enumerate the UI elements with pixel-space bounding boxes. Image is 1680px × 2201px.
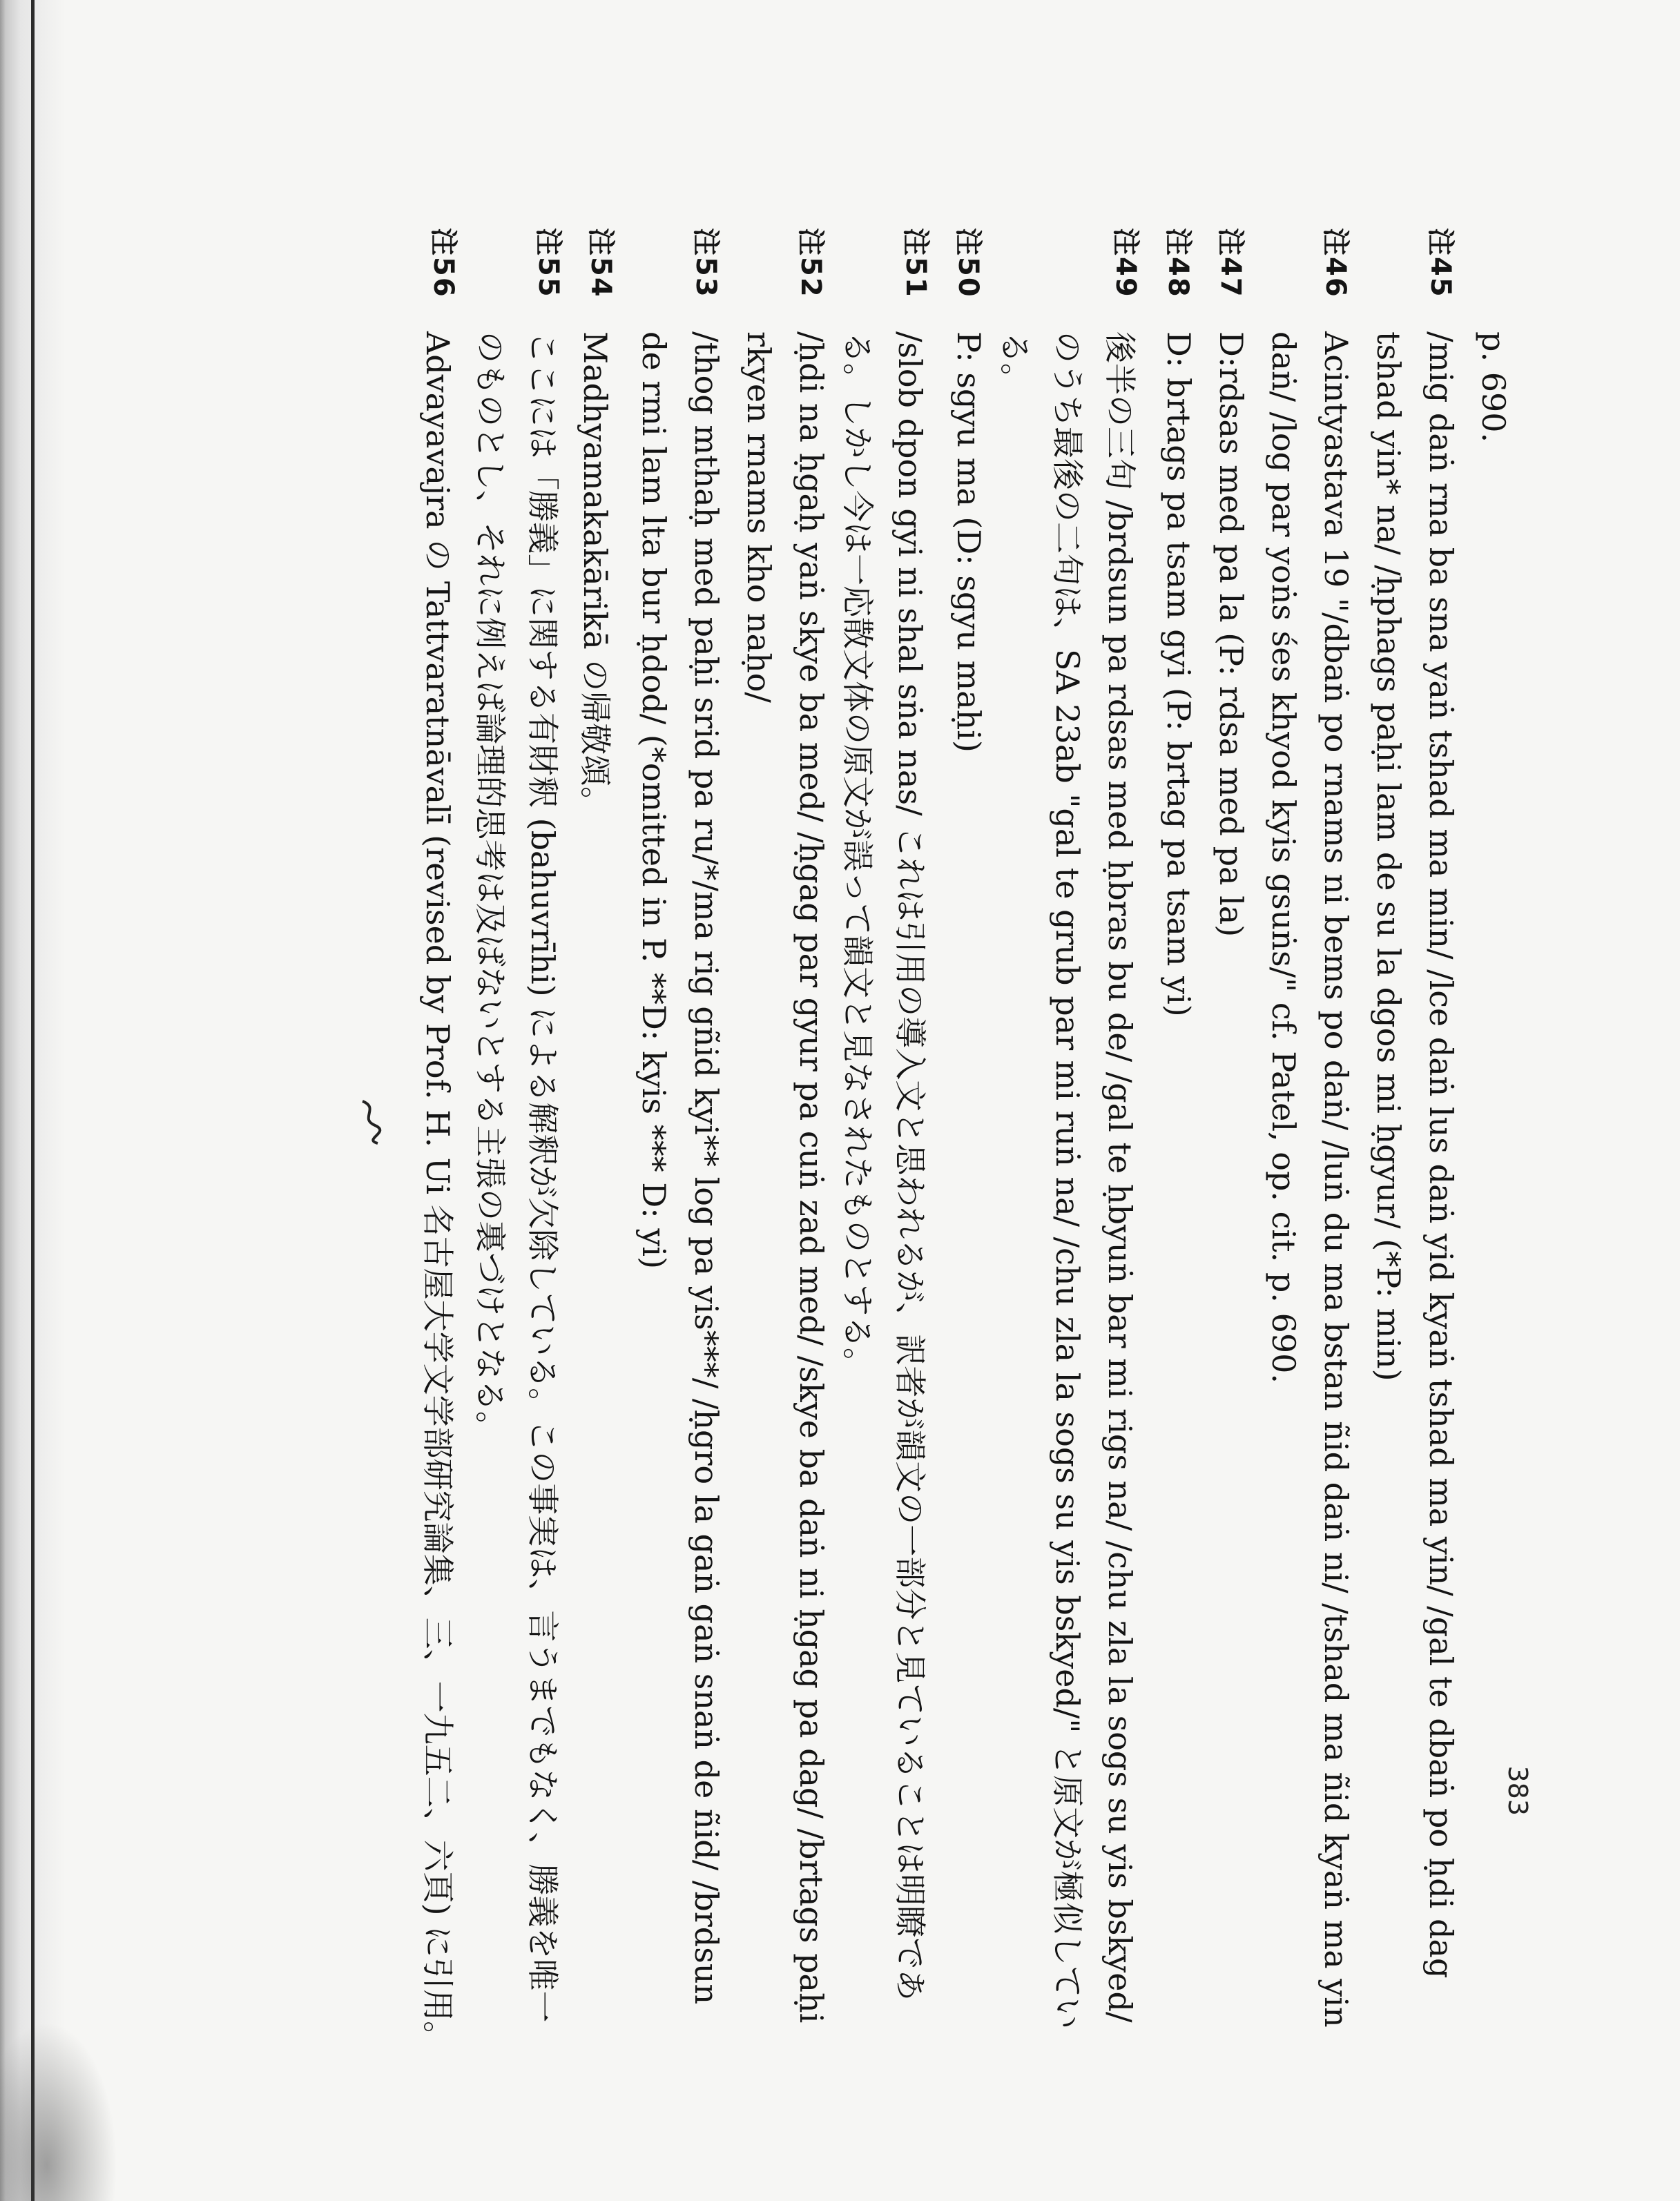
footnote-marker: 注48 xyxy=(1162,228,1194,298)
footnote-55 xyxy=(463,228,568,2023)
footnote-marker: 注49 xyxy=(1110,228,1141,298)
footnote-49 xyxy=(987,228,1145,2030)
footnote-line: P: sgyu ma (D: sgyu maḥi) xyxy=(950,331,987,753)
ink-scribble-mark xyxy=(356,1098,383,1146)
footnote-56 xyxy=(410,228,463,2053)
footnote-54 xyxy=(568,228,620,1816)
footnote-line: de rmi lam lta bur ḥdod/ (*omitted in P. **D: kyis *** D: yi) xyxy=(635,331,673,1270)
footnote-marker: 注56 xyxy=(427,228,459,298)
footnote-marker: 注50 xyxy=(952,228,984,298)
scan-speckle xyxy=(0,2021,117,2201)
footnote-marker: 注54 xyxy=(585,228,617,298)
footnote-50 xyxy=(935,228,987,1816)
footnote-line: daṅ/ /log par yoṅs śes khyod kyis gsuṅs/" cf. Patel, op. cit. p. 690. xyxy=(1265,331,1302,1384)
rotated-page xyxy=(166,228,1533,2053)
footnote-line: /ḥdi na ḥgaḥ yaṅ skye ba med/ /ḥgag par gyur pa cuṅ zad med/ /skye ba daṅ ni ḥgag pa dag/ /brtags paḥi xyxy=(793,331,830,2024)
footnote-line: Advayavajra の Tattvaratnāvalī (revised by Prof. H. Ui 名古屋大学文学部研究論集、三、一九五二、六頁) に引用。 xyxy=(419,331,456,2053)
footnote-52 xyxy=(725,228,830,2024)
footnote-line: rkyen rnams kho naḥo/ xyxy=(740,331,778,703)
footnote-line: tshad yin* na/ /ḥphags paḥi lam de su la dgos mi ḥgyur/ (*P: min) xyxy=(1370,331,1407,1381)
footnote-47 xyxy=(1197,228,1250,1816)
footnote-line: る。しかし今は一応散文体の原文が誤って韻文と見なされたものとする。 xyxy=(839,331,876,1379)
footnote-list xyxy=(410,228,1512,2053)
footnote-51 xyxy=(830,228,935,2001)
footnote-marker: 注45 xyxy=(1425,228,1456,298)
continuation-line: p. 690. xyxy=(1475,331,1512,443)
footnote-48 xyxy=(1145,228,1197,1816)
footnote-marker: 注46 xyxy=(1320,228,1351,298)
footnote-line: のうち最後の二句は、SA 23ab "gal te grub par mi ruṅ na/ /chu zla la sogs su yis bskyed/" と原文が極似してい xyxy=(1049,331,1086,2030)
footnote-line: Madhyamakakārikā の帰敬頌。 xyxy=(577,331,614,819)
footnote-line: 後半の三句 /brdsun pa rdsas med ḥbras bu de/ /gal te ḥbyuṅ bar mi rigs na/ /chu zla la sogs su yis bskyed/ xyxy=(1101,331,1139,2023)
footnote-marker: 注47 xyxy=(1215,228,1246,298)
footnote-45 xyxy=(1355,228,1460,1979)
page-number: 383 xyxy=(1503,1765,1533,1816)
footnote-line: のものとし、それに例えば論理的思考は及ばないとする主張の裏づけとなる。 xyxy=(472,331,509,1443)
footnote-marker: 注53 xyxy=(690,228,722,298)
footnote-line: る。 xyxy=(996,331,1034,395)
footnote-line: ここには「勝義」に関する有財釈 (bahuvrīhi) による解釈が欠除している。この事実は、言うまでもなく、勝義を唯一 xyxy=(524,331,561,2023)
footnote-marker: 注55 xyxy=(532,228,564,298)
footnote-line: /slob dpon gyi ni shal sṅa nas/ これは引用の導入文と思われるが、訳者が韻文の一部分と見ていることは明瞭であ xyxy=(891,331,929,2001)
footnote-46 xyxy=(1250,228,1355,2028)
footnote-line: D:rdsas med pa la (P: rdsa med pa la) xyxy=(1213,331,1250,938)
scan-binding-rule xyxy=(31,0,35,2201)
footnote-line: /thog mthaḥ med paḥi srid pa ru/*/ma rig gñid kyi** log pa yis***/ /ḥgro la gaṅ gaṅ snaṅ de ñid/ /brdsun xyxy=(688,331,725,2005)
footnote-line: /mig daṅ rna ba sna yaṅ tshad ma min/ /lce daṅ lus daṅ yid kyaṅ tshad ma yin/ /gal te dbaṅ po ḥdi dag xyxy=(1422,331,1460,1979)
footnote-53 xyxy=(620,228,725,2005)
footnote-marker: 注52 xyxy=(795,228,827,298)
footnote-marker: 注51 xyxy=(900,228,931,298)
footnote-line: D: brtags pa tsam gyi (P: brtag pa tsam yi) xyxy=(1160,331,1197,1017)
footnote-line: Acintyastava 19 "/dbaṅ po rnams ni bems po daṅ/ /luṅ du ma bstan ñid daṅ ni/ /tshad ma ñid kyaṅ ma yin xyxy=(1317,331,1355,2028)
